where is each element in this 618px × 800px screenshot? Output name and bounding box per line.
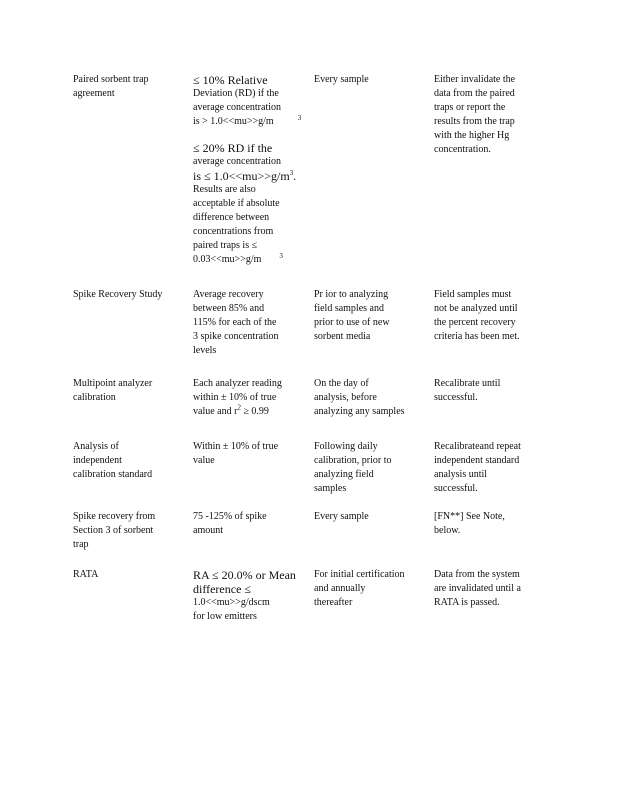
text-line: calibration xyxy=(73,392,116,403)
text-line: successful. xyxy=(434,483,478,494)
text-line: within ± 10% of true xyxy=(193,392,277,403)
text-fragment: is > 1.0<<mu>>g/m xyxy=(193,116,274,127)
text-line: agreement xyxy=(73,88,115,99)
frequency-cell xyxy=(314,510,416,524)
text-line: independent xyxy=(73,455,122,466)
consequence-cell xyxy=(434,288,539,344)
text-line: Within ± 10% of true xyxy=(193,441,279,452)
parameter-cell xyxy=(73,510,177,552)
text-line: Either invalidate the xyxy=(434,74,516,85)
text-line: analysis, before xyxy=(314,392,377,403)
text-line: calibration, prior to xyxy=(314,455,392,466)
consequence-cell xyxy=(434,440,539,496)
frequency-cell xyxy=(314,440,416,496)
text-line: thereafter xyxy=(314,597,353,608)
text-line: ≤ 10% Relative xyxy=(193,73,268,87)
text-line: RATA xyxy=(73,569,99,580)
text-line xyxy=(193,113,302,129)
parameter-cell xyxy=(73,440,177,482)
criteria-cell xyxy=(193,440,295,468)
text-line: traps or report the xyxy=(434,102,506,113)
text-fragment: ≥ 0.99 xyxy=(243,406,269,417)
text-line: levels xyxy=(193,345,217,356)
criteria-cell xyxy=(193,288,295,358)
text-line: independent standard xyxy=(434,455,520,466)
superscript: 3 xyxy=(279,251,283,260)
text-line: with the higher Hg xyxy=(434,130,510,141)
text-line: between 85% and xyxy=(193,303,265,314)
text-line: average concentration xyxy=(193,156,282,167)
text-fragment: is ≤ 1.0<<mu>>g/m xyxy=(193,169,290,183)
text-line: ≤ 20% RD if the xyxy=(193,141,273,155)
text-line: concentration. xyxy=(434,144,491,155)
text-line: Each analyzer reading xyxy=(193,378,282,389)
text-line: acceptable if absolute xyxy=(193,198,280,209)
text-line: are invalidated until a xyxy=(434,583,521,594)
text-fragment: 0.03<<mu>>g/m xyxy=(193,254,262,265)
text-line: Average recovery xyxy=(193,289,264,300)
text-line: Pr ior to analyzing xyxy=(314,289,389,300)
text-line: [FN**] See Note, xyxy=(434,511,505,522)
text-line: 1.0<<mu>>g/dscm xyxy=(193,597,270,608)
text-line: calibration standard xyxy=(73,469,153,480)
text-line: Multipoint analyzer xyxy=(73,378,153,389)
text-line xyxy=(193,405,295,419)
text-line: RA ≤ 20.0% or Mean xyxy=(193,568,296,582)
superscript: 3 xyxy=(289,169,294,177)
text-line: analyzing any samples xyxy=(314,406,405,417)
text-line: Spike recovery from xyxy=(73,511,156,522)
criteria-cell xyxy=(193,568,295,624)
text-fragment: . xyxy=(293,169,297,183)
text-line: Recalibrate until xyxy=(434,378,501,389)
text-line: amount xyxy=(193,525,223,536)
consequence-cell xyxy=(434,510,539,538)
superscript: 3 xyxy=(297,113,302,122)
text-line: prior to use of new xyxy=(314,317,390,328)
consequence-cell xyxy=(434,377,539,405)
text-line: field samples and xyxy=(314,303,384,314)
text-line: below. xyxy=(434,525,461,536)
parameter-cell xyxy=(73,377,177,405)
text-line xyxy=(193,169,295,183)
text-line: For initial certification xyxy=(314,569,405,580)
text-line: On the day of xyxy=(314,378,369,389)
text-line: Spike Recovery Study xyxy=(73,289,163,300)
text-line: successful. xyxy=(434,392,478,403)
text-line: difference between xyxy=(193,212,270,223)
text-line: and annually xyxy=(314,583,366,594)
text-line: sorbent media xyxy=(314,331,371,342)
text-line: Every sample xyxy=(314,511,369,522)
text-line: analyzing field xyxy=(314,469,374,480)
frequency-cell xyxy=(314,73,416,87)
superscript: 2 xyxy=(237,403,241,412)
criteria-cell xyxy=(193,377,295,419)
text-line: criteria has been met. xyxy=(434,331,520,342)
text-line: Field samples must xyxy=(434,289,512,300)
frequency-cell xyxy=(314,568,416,610)
frequency-cell xyxy=(314,288,416,344)
text-line: Paired sorbent trap xyxy=(73,74,149,85)
text-line: results from the trap xyxy=(434,116,515,127)
text-line: Analysis of xyxy=(73,441,119,452)
criteria-cell xyxy=(193,73,302,267)
text-line: trap xyxy=(73,539,89,550)
text-fragment: value and r xyxy=(193,406,238,417)
text-line: Deviation (RD) if the xyxy=(193,88,279,99)
text-line: samples xyxy=(314,483,347,494)
text-line: data from the paired xyxy=(434,88,515,99)
parameter-cell xyxy=(73,568,177,582)
text-line: the percent recovery xyxy=(434,317,516,328)
text-line: paired traps is ≤ xyxy=(193,240,258,251)
text-line xyxy=(193,253,295,267)
text-line: Section 3 of sorbent xyxy=(73,525,154,536)
text-line: difference ≤ xyxy=(193,582,251,596)
text-line: Data from the system xyxy=(434,569,520,580)
consequence-cell xyxy=(434,568,539,610)
criteria-cell xyxy=(193,510,295,538)
text-line: for low emitters xyxy=(193,611,257,622)
text-line: 3 spike concentration xyxy=(193,331,279,342)
frequency-cell xyxy=(314,377,416,419)
text-line: average concentration xyxy=(193,102,282,113)
text-line: value xyxy=(193,455,215,466)
text-line: not be analyzed until xyxy=(434,303,518,314)
consequence-cell xyxy=(434,73,539,157)
text-line: 115% for each of the xyxy=(193,317,277,328)
text-line: analysis until xyxy=(434,469,488,480)
parameter-cell xyxy=(73,73,177,101)
parameter-cell xyxy=(73,288,177,302)
text-line: RATA is passed. xyxy=(434,597,500,608)
text-line: 75 -125% of spike xyxy=(193,511,267,522)
text-line: Results are also xyxy=(193,184,256,195)
text-line: Every sample xyxy=(314,74,369,85)
text-line: concentrations from xyxy=(193,226,274,237)
text-line: Recalibrateand repeat xyxy=(434,441,521,452)
text-line: Following daily xyxy=(314,441,378,452)
